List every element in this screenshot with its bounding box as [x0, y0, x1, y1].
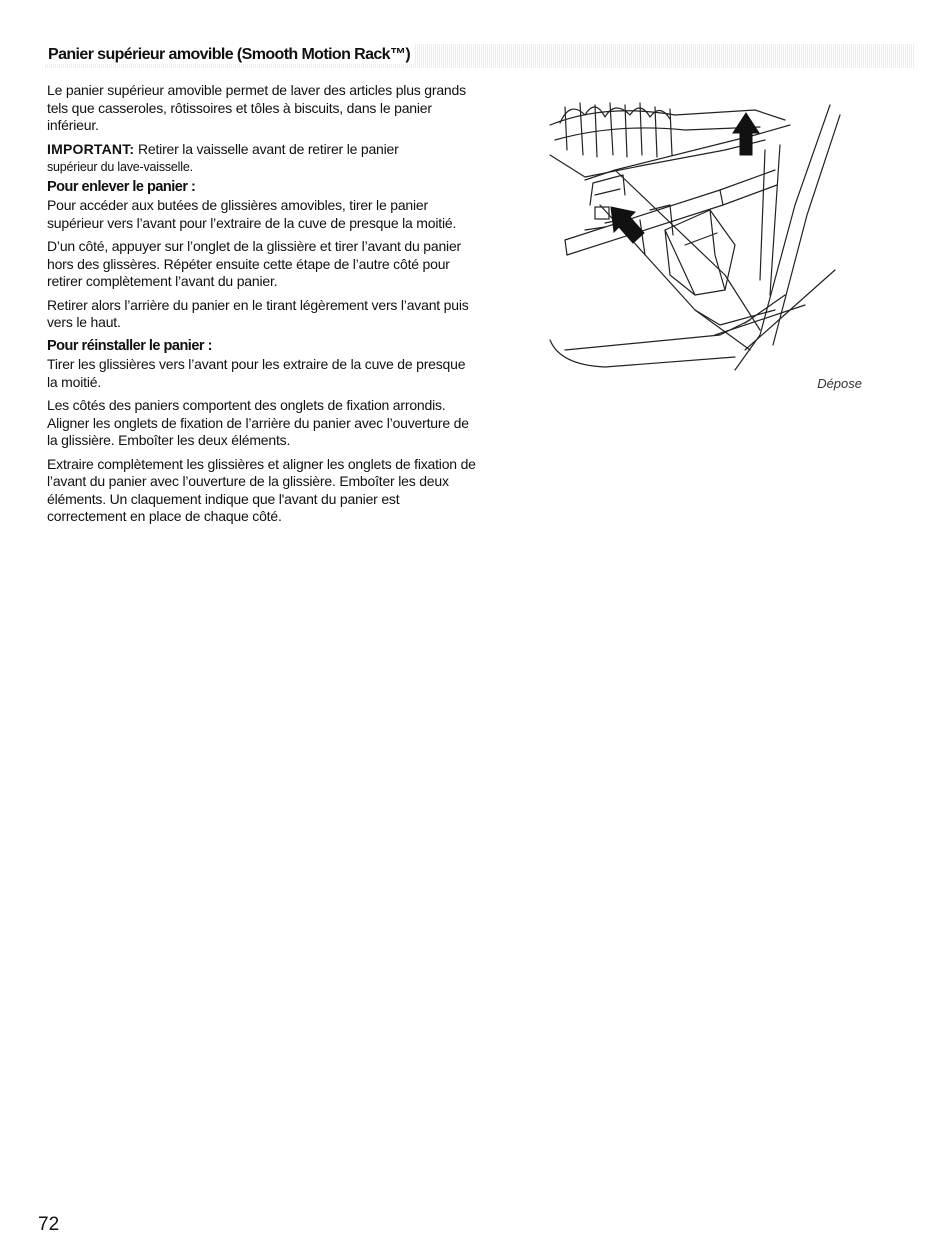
reinstall-step-2: Les côtés des paniers comportent des onglets de fixation arrondis. Aligner les onglets de fixation de l’arrière du panier avec l’ouverture de la glissière. Emboîter les deux éléments. — [47, 397, 469, 448]
intro-paragraph: Le panier supérieur amovible permet de laver des articles plus grands tels que casseroles, rôtissoires et tôles à biscuits, dans le panier inférieur. — [47, 82, 466, 133]
reinstall-step-3: Extraire complètement les glissières et aligner les onglets de fixation de l’avant du panier avec l’ouverture de la glissière. Emboîter les deux éléments. Un claquement indique que l'avant du panier est correctement en place de chaque côté. — [47, 455, 476, 524]
figure-caption: Dépose — [817, 376, 862, 391]
remove-heading: Pour enlever le panier : — [47, 178, 196, 195]
up-arrow-icon — [733, 113, 759, 155]
important-text: Retirer la vaisselle avant de retirer le panier — [134, 140, 399, 157]
section-title: Panier supérieur amovible (Smooth Motion Rack™) — [44, 44, 414, 64]
remove-step-1: Pour accéder aux butées de glissières amovibles, tirer le panier supérieur vers l’avant pour l’extraire de la cuve de presque la moitié. — [47, 197, 457, 231]
page-number: 72 — [38, 1214, 60, 1235]
remove-step-2: D’un côté, appuyer sur l’onglet de la glissière et tirer l’avant du panier hors des glissères. Répéter ensuite cette étape de l’autre côté pour retirer complètement l’avant du panier. — [47, 238, 461, 289]
text-column — [47, 82, 477, 532]
important-paragraph — [47, 141, 477, 177]
section-title-bar — [44, 44, 914, 68]
important-label: IMPORTANT: — [47, 140, 135, 157]
silverware-basket — [665, 210, 735, 295]
rack-removal-illustration — [545, 95, 845, 385]
remove-step-3: Retirer alors l’arrière du panier en le tirant légèrement vers l’avant puis vers le haut. — [47, 296, 469, 330]
important-note: supérieur du lave-vaisselle. — [47, 160, 193, 174]
reinstall-step-1: Tirer les glissières vers l’avant pour les extraire de la cuve de presque la moitié. — [47, 356, 466, 390]
pull-arrow-icon — [611, 207, 644, 243]
reinstall-heading: Pour réinstaller le panier : — [47, 337, 212, 354]
